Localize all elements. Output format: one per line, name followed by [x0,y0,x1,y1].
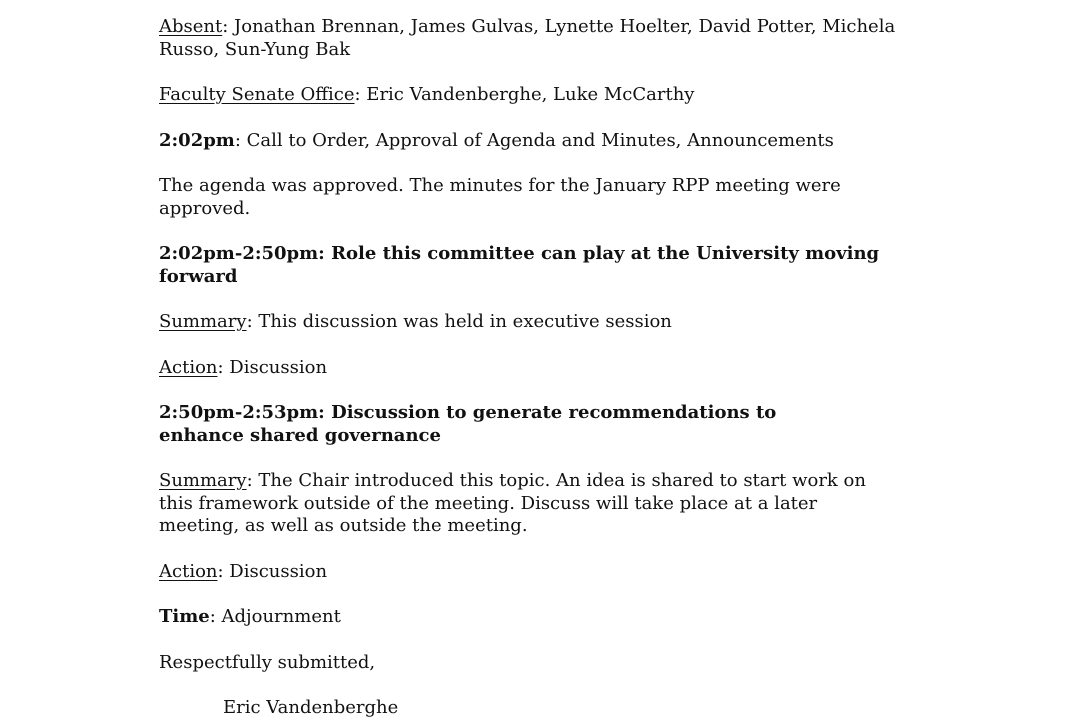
faculty-senate-office-names: : Eric Vandenberghe, Luke McCarthy [354,84,695,105]
summary-label: Summary [159,470,247,491]
faculty-senate-office-label: Faculty Senate Office [159,84,355,105]
adjournment-text: : Adjournment [209,606,341,627]
approval-note: The agenda was approved. The minutes for the January RPP meeting were approved. [159,175,841,219]
closing-line: Respectfully submitted, [159,651,376,673]
call-to-order-line [159,130,929,153]
absent-label: Absent [159,16,223,37]
signature-name: Eric Vandenberghe [223,697,399,718]
agenda-item-2-summary [159,470,879,538]
adjournment-line [159,606,929,629]
agenda-item-2-heading: 2:50pm-2:53pm: Discussion to generate recommendations to enhance shared governance [159,402,777,446]
minutes-document [159,16,929,720]
summary-text: : The Chair introduced this topic. An idea is shared to start work on this framework outside of the meeting. Discuss will take place at a later meeting, as well as outside the meeting. [159,470,866,536]
action-text: : Discussion [217,560,328,582]
summary-label: Summary [159,311,247,332]
faculty-senate-office-line [159,84,929,107]
agenda-item-2-action [159,561,929,584]
absent-names: : Jonathan Brennan, James Gulvas, Lynette Hoelter, David Potter, Michela Russo, Sun-Yung Bak [159,16,896,60]
call-to-order-time: 2:02pm [159,129,235,151]
action-label: Action [159,560,218,582]
summary-text: : This discussion was held in executive session [246,311,672,332]
agenda-item-1-heading: 2:02pm-2:50pm: Role this committee can play at the University moving forward [159,243,880,287]
action-text: : Discussion [217,356,328,378]
call-to-order-text: : Call to Order, Approval of Agenda and Minutes, Announcements [234,129,834,151]
adjournment-label: Time [159,606,210,627]
action-label: Action [159,356,218,378]
agenda-item-1-summary [159,311,929,334]
agenda-item-1-action [159,357,929,380]
absent-line [159,16,921,61]
